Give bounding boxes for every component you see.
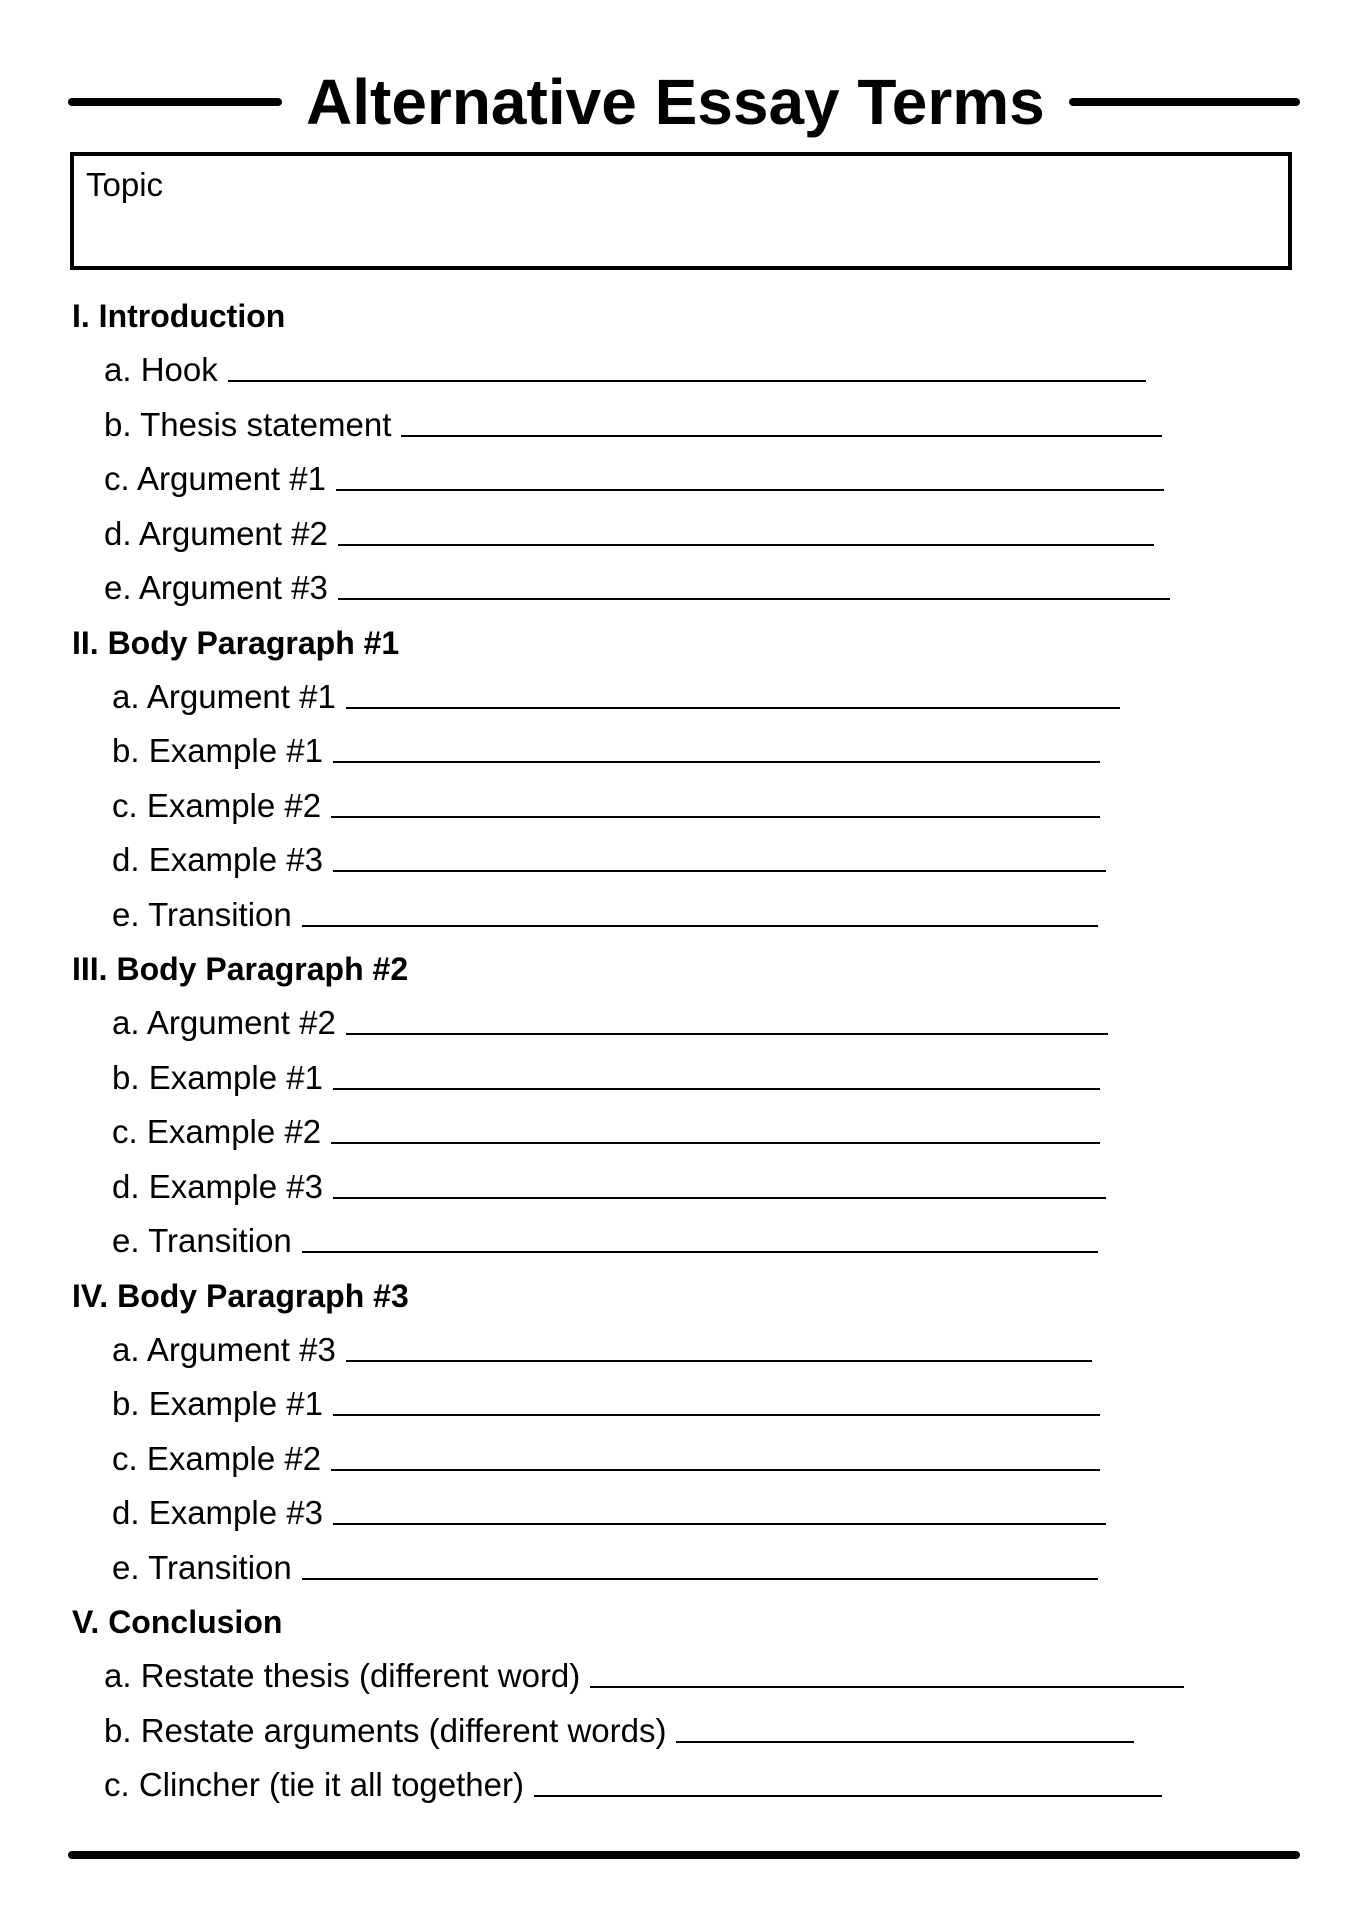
section-heading: III. Body Paragraph #2 — [72, 951, 409, 987]
outline-item — [72, 459, 1272, 499]
item-label: d. Example #3 — [112, 1167, 323, 1205]
section-heading: II. Body Paragraph #1 — [72, 624, 400, 661]
item-label: c. Example #2 — [112, 1439, 322, 1477]
item-label: a. Restate thesis (different word) — [104, 1657, 581, 1694]
outline-item — [72, 895, 1272, 935]
section-heading: I. Introduction — [72, 298, 286, 334]
item-label: a. Argument #2 — [112, 1004, 336, 1041]
answer-blank[interactable] — [346, 1033, 1108, 1035]
item-label: b. Example #1 — [112, 1058, 323, 1096]
bottom-rule — [68, 1851, 1300, 1859]
essay-outline — [72, 296, 1272, 1820]
outline-item — [72, 405, 1272, 445]
outline-item — [72, 1493, 1272, 1533]
item-label: c. Clincher (tie it all together) — [104, 1766, 524, 1803]
title-rule-right — [1069, 98, 1300, 106]
answer-blank[interactable] — [228, 380, 1146, 382]
outline-item — [72, 1548, 1272, 1588]
answer-blank[interactable] — [333, 1523, 1106, 1525]
answer-blank[interactable] — [336, 489, 1164, 491]
outline-item — [72, 1656, 1272, 1696]
outline-item — [72, 677, 1272, 717]
answer-blank[interactable] — [333, 761, 1100, 763]
outline-item — [72, 1711, 1272, 1751]
answer-blank[interactable] — [333, 1414, 1100, 1416]
outline-item — [72, 1330, 1272, 1370]
outline-item — [72, 1112, 1272, 1152]
answer-blank[interactable] — [333, 1197, 1106, 1199]
title-rule-left — [68, 98, 282, 106]
item-label: c. Example #2 — [112, 1113, 322, 1150]
outline-item — [72, 1058, 1272, 1098]
answer-blank[interactable] — [302, 925, 1098, 927]
item-label: d. Argument #2 — [104, 514, 328, 552]
item-label: d. Example #3 — [112, 841, 323, 878]
answer-blank[interactable] — [676, 1741, 1134, 1743]
answer-blank[interactable] — [338, 544, 1154, 546]
topic-label: Topic — [86, 166, 164, 203]
outline-item — [72, 1221, 1272, 1261]
title-row — [68, 62, 1300, 142]
item-label: a. Hook — [104, 351, 218, 388]
answer-blank[interactable] — [331, 1142, 1100, 1144]
page-title: Alternative Essay Terms — [306, 66, 1045, 138]
item-label: a. Argument #3 — [112, 1330, 336, 1368]
answer-blank[interactable] — [346, 1360, 1092, 1362]
answer-blank[interactable] — [534, 1795, 1162, 1797]
section-heading: IV. Body Paragraph #3 — [72, 1277, 409, 1314]
item-label: b. Restate arguments (different words) — [104, 1711, 667, 1749]
item-label: e. Transition — [112, 1548, 292, 1586]
item-label: a. Argument #1 — [112, 677, 336, 715]
item-label: c. Argument #1 — [104, 460, 326, 497]
outline-item — [72, 1384, 1272, 1424]
answer-blank[interactable] — [346, 707, 1120, 709]
answer-blank[interactable] — [333, 1088, 1100, 1090]
item-label: e. Argument #3 — [104, 569, 328, 606]
answer-blank[interactable] — [338, 598, 1170, 600]
answer-blank[interactable] — [331, 1469, 1100, 1471]
section-heading: V. Conclusion — [72, 1604, 283, 1640]
answer-blank[interactable] — [401, 435, 1162, 437]
outline-item — [72, 350, 1272, 390]
item-label: e. Transition — [112, 895, 292, 933]
topic-field[interactable] — [70, 152, 1292, 270]
outline-item — [72, 1439, 1272, 1479]
answer-blank[interactable] — [590, 1686, 1184, 1688]
outline-item — [72, 840, 1272, 880]
answer-blank[interactable] — [302, 1251, 1098, 1253]
answer-blank[interactable] — [333, 870, 1106, 872]
outline-item — [72, 786, 1272, 826]
item-label: b. Thesis statement — [104, 405, 392, 443]
outline-item — [72, 1765, 1272, 1805]
outline-item — [72, 1167, 1272, 1207]
item-label: c. Example #2 — [112, 786, 322, 824]
item-label: b. Example #1 — [112, 732, 323, 769]
outline-item — [72, 1003, 1272, 1043]
outline-item — [72, 568, 1272, 608]
item-label: b. Example #1 — [112, 1385, 323, 1422]
outline-item — [72, 514, 1272, 554]
answer-blank[interactable] — [331, 816, 1100, 818]
item-label: e. Transition — [112, 1222, 292, 1259]
answer-blank[interactable] — [302, 1578, 1098, 1580]
item-label: d. Example #3 — [112, 1494, 323, 1531]
outline-item — [72, 731, 1272, 771]
